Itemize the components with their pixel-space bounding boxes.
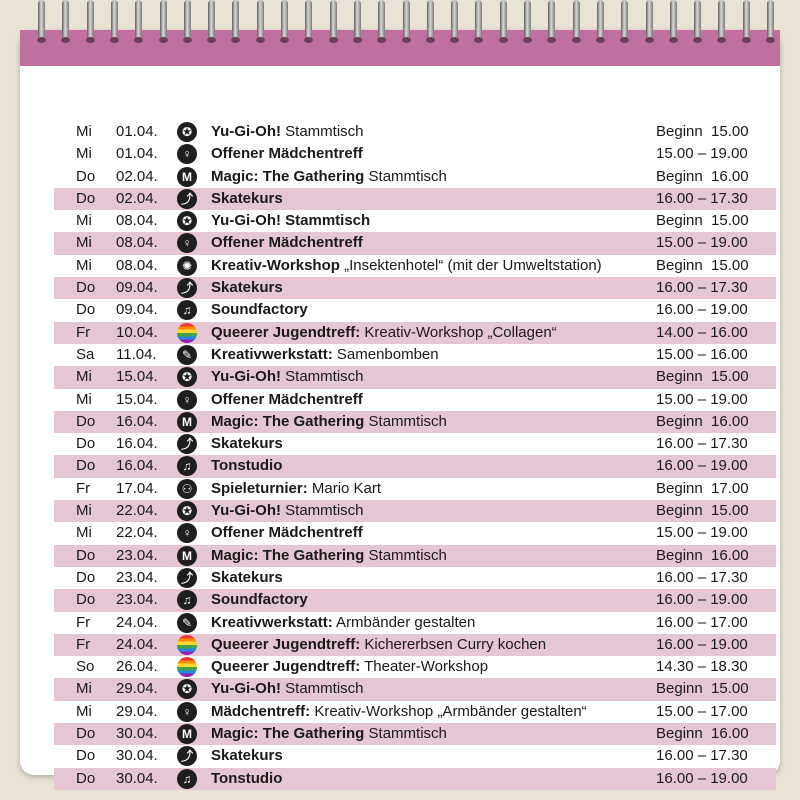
- event-date: 24.04.: [116, 635, 158, 653]
- calendar-page: [20, 30, 780, 787]
- event-date: 17.04.: [116, 479, 158, 497]
- dragon-icon: ✪: [177, 211, 197, 231]
- brush-icon: ✎: [177, 345, 197, 365]
- event-title: [211, 612, 475, 634]
- event-time: Beginn 15.00: [656, 680, 749, 698]
- event-title-bold: Skatekurs: [211, 747, 283, 765]
- event-time: Beginn 17.00: [656, 479, 749, 497]
- event-day: Mi: [76, 502, 92, 520]
- event-day: Do: [76, 435, 96, 453]
- event-title-rest: Stammtisch: [281, 123, 364, 140]
- event-title-rest: Stammtisch: [364, 412, 447, 430]
- event-title-rest: Mario Kart: [307, 479, 382, 497]
- event-title-bold: Skatekurs: [211, 189, 283, 207]
- event-title-bold: Kreativ-Workshop: [211, 256, 340, 274]
- female-symbol-icon: ♀: [177, 390, 197, 410]
- event-time: Beginn 15.00: [656, 502, 749, 520]
- event-title: [211, 210, 370, 232]
- event-time: Beginn 15.00: [656, 256, 749, 274]
- event-title-rest: Kreativ-Workshop „Collagen“: [360, 323, 557, 341]
- event-title-bold: Magic: The Gathering: [211, 412, 365, 430]
- rainbow-icon: [177, 323, 197, 343]
- event-title-rest: Stammtisch: [281, 368, 364, 386]
- event-day: Fr: [76, 635, 91, 653]
- event-time: 16.00 – 17.00: [656, 613, 748, 631]
- event-time: Beginn 16.00: [656, 412, 749, 430]
- event-title-rest: Theater-Workshop: [360, 658, 489, 676]
- event-time: Beginn 16.00: [656, 546, 749, 564]
- event-day: Do: [76, 591, 96, 609]
- hand-music-icon: ♫: [177, 769, 197, 789]
- event-date: 15.04.: [116, 390, 158, 408]
- event-title-rest: Kreativ-Workshop „Armbänder gestalten“: [310, 702, 587, 720]
- event-title: [211, 166, 447, 188]
- event-day: Do: [76, 167, 96, 185]
- event-time: Beginn 15.00: [656, 368, 749, 386]
- event-title: [211, 121, 364, 143]
- event-title-bold: Yu-Gi-Oh! Stammtisch: [211, 212, 371, 230]
- event-time: 16.00 – 19.00: [656, 635, 748, 653]
- event-day: Sa: [76, 345, 95, 363]
- event-date: 09.04.: [116, 279, 158, 297]
- event-row: [54, 121, 776, 143]
- event-time: 15.00 – 19.00: [656, 390, 748, 408]
- skater-icon: ⤴: [177, 278, 197, 298]
- female-symbol-icon: ♀: [177, 144, 197, 164]
- event-title-bold: Offener Mädchentreff: [211, 234, 363, 252]
- event-row: [54, 255, 776, 277]
- event-date: 29.04.: [116, 680, 158, 698]
- event-day: Do: [76, 412, 96, 430]
- dragon-icon: ✪: [177, 122, 197, 142]
- event-date: 01.04.: [116, 145, 158, 163]
- event-title: [211, 344, 439, 366]
- event-time: Beginn 16.00: [656, 725, 749, 743]
- event-title: [211, 567, 283, 589]
- event-date: 08.04.: [116, 234, 158, 252]
- event-date: 22.04.: [116, 524, 158, 542]
- event-title-bold: Spieleturnier:: [211, 479, 308, 497]
- event-title: [211, 366, 364, 388]
- event-title-bold: Skatekurs: [211, 568, 283, 586]
- event-row: [54, 166, 776, 188]
- event-row: [54, 589, 776, 611]
- event-time: 16.00 – 17.30: [656, 568, 748, 586]
- event-row: [54, 322, 776, 344]
- skater-icon: ⤴: [177, 189, 197, 209]
- event-time: 15.00 – 19.00: [656, 234, 748, 252]
- event-day: Do: [76, 457, 96, 475]
- event-title: [211, 634, 546, 656]
- event-time: 16.00 – 17.30: [656, 747, 748, 765]
- event-title: [211, 322, 557, 344]
- skater-icon: ⤴: [177, 746, 197, 766]
- event-title: [211, 277, 283, 299]
- event-day: Mi: [76, 368, 92, 386]
- event-day: Do: [76, 725, 96, 743]
- event-day: Mi: [76, 256, 92, 274]
- event-title-bold: Queerer Jugendtreff:: [211, 323, 361, 341]
- event-time: 15.00 – 19.00: [656, 524, 748, 542]
- event-title: [211, 188, 283, 210]
- event-title-bold: Magic: The Gathering: [211, 546, 365, 564]
- dragon-icon: ✪: [177, 367, 197, 387]
- event-date: 16.04.: [116, 435, 158, 453]
- event-row: [54, 701, 776, 723]
- event-date: 22.04.: [116, 502, 158, 520]
- event-title-bold: Tonstudio: [211, 457, 283, 475]
- event-time: 14.00 – 16.00: [656, 323, 748, 341]
- event-title-bold: Yu-Gi-Oh!: [211, 680, 281, 698]
- event-day: Do: [76, 546, 96, 564]
- event-date: 23.04.: [116, 546, 158, 564]
- event-date: 29.04.: [116, 702, 158, 720]
- event-row: [54, 656, 776, 678]
- event-time: 16.00 – 17.30: [656, 435, 748, 453]
- event-row: [54, 277, 776, 299]
- event-row: [54, 389, 776, 411]
- brush-icon: ✎: [177, 613, 197, 633]
- event-title-bold: Magic: The Gathering: [211, 167, 365, 185]
- event-day: Do: [76, 189, 96, 207]
- event-day: Fr: [76, 613, 91, 631]
- event-row: [54, 478, 776, 500]
- event-row: [54, 411, 776, 433]
- event-day: Do: [76, 769, 96, 787]
- hand-music-icon: ♫: [177, 590, 197, 610]
- magic-m-icon: M: [177, 546, 197, 566]
- event-row: [54, 366, 776, 388]
- event-date: 08.04.: [116, 256, 158, 274]
- event-date: 15.04.: [116, 368, 158, 386]
- rainbow-icon: [177, 657, 197, 677]
- event-title-bold: Soundfactory: [211, 591, 308, 609]
- event-day: Fr: [76, 323, 91, 341]
- event-time: Beginn 16.00: [656, 167, 749, 185]
- event-title-rest: Stammtisch: [281, 680, 364, 698]
- event-title: [211, 723, 447, 745]
- hand-music-icon: ♫: [177, 300, 197, 320]
- event-day: Fr: [76, 479, 91, 497]
- event-title: [211, 701, 587, 723]
- event-title: [211, 745, 283, 767]
- event-day: Mi: [76, 390, 92, 408]
- event-title-rest: Armbänder gestalten: [332, 613, 476, 631]
- calendar-header-bar: [20, 30, 780, 66]
- event-time: 16.00 – 19.00: [656, 301, 748, 319]
- event-title: [211, 411, 447, 433]
- magic-m-icon: M: [177, 412, 197, 432]
- event-day: Mi: [76, 702, 92, 720]
- skater-icon: ⤴: [177, 568, 197, 588]
- event-row: [54, 299, 776, 321]
- skater-icon: ⤴: [177, 434, 197, 454]
- event-title: [211, 299, 308, 321]
- event-time: 14.30 – 18.30: [656, 658, 748, 676]
- event-title: [211, 500, 364, 522]
- magic-m-icon: M: [177, 724, 197, 744]
- event-title-bold: Yu-Gi-Oh!: [211, 502, 281, 520]
- event-day: Mi: [76, 524, 92, 542]
- event-day: Mi: [76, 145, 92, 163]
- hand-music-icon: ♫: [177, 456, 197, 476]
- event-title: [211, 389, 363, 411]
- event-date: 23.04.: [116, 591, 158, 609]
- event-day: So: [76, 658, 95, 676]
- event-title-bold: Skatekurs: [211, 435, 283, 453]
- female-symbol-icon: ♀: [177, 702, 197, 722]
- event-row: [54, 612, 776, 634]
- rainbow-icon: [177, 635, 197, 655]
- event-time: 16.00 – 19.00: [656, 591, 748, 609]
- event-time: 16.00 – 19.00: [656, 769, 748, 787]
- event-title-rest: Stammtisch: [364, 725, 447, 743]
- sun-icon: ✺: [177, 256, 197, 276]
- event-date: 26.04.: [116, 658, 158, 676]
- event-row: [54, 500, 776, 522]
- players-icon: ⚇: [177, 479, 197, 499]
- event-date: 09.04.: [116, 301, 158, 319]
- event-row: [54, 210, 776, 232]
- event-date: 02.04.: [116, 189, 158, 207]
- female-symbol-icon: ♀: [177, 233, 197, 253]
- event-row: [54, 344, 776, 366]
- event-title-bold: Queerer Jugendtreff:: [211, 658, 361, 676]
- event-title-rest: Samenbomben: [332, 345, 439, 363]
- event-title: [211, 768, 282, 790]
- event-title-rest: Stammtisch: [364, 546, 447, 564]
- event-title: [211, 678, 364, 700]
- event-title: [211, 522, 363, 544]
- event-title-bold: Offener Mädchentreff: [211, 145, 363, 163]
- dragon-icon: ✪: [177, 679, 197, 699]
- event-date: 10.04.: [116, 323, 158, 341]
- event-title-bold: Yu-Gi-Oh!: [211, 123, 281, 140]
- event-day: Do: [76, 301, 96, 319]
- event-date: 08.04.: [116, 212, 158, 230]
- event-time: Beginn 15.00: [656, 212, 749, 230]
- event-row: [54, 143, 776, 165]
- event-row: [54, 433, 776, 455]
- event-row: [54, 745, 776, 767]
- event-title-bold: Offener Mädchentreff: [211, 390, 363, 408]
- event-date: 30.04.: [116, 747, 158, 765]
- event-date: 16.04.: [116, 412, 158, 430]
- event-day: Mi: [76, 234, 92, 252]
- event-row: [54, 768, 776, 790]
- event-time: Beginn 15.00: [656, 123, 749, 140]
- event-title-rest: Stammtisch: [281, 502, 364, 520]
- event-row: [54, 522, 776, 544]
- event-row: [54, 723, 776, 745]
- event-title-rest: „Insektenhotel“ (mit der Umweltstation): [339, 256, 602, 274]
- event-date: 24.04.: [116, 613, 158, 631]
- event-row: [54, 567, 776, 589]
- event-time: 16.00 – 17.30: [656, 279, 748, 297]
- magic-m-icon: M: [177, 167, 197, 187]
- event-day: Do: [76, 568, 96, 586]
- event-title-bold: Mädchentreff:: [211, 702, 311, 720]
- event-title-bold: Queerer Jugendtreff:: [211, 635, 361, 653]
- event-title: [211, 545, 447, 567]
- event-title-bold: Yu-Gi-Oh!: [211, 368, 281, 386]
- event-title: [211, 656, 488, 678]
- event-row: [54, 678, 776, 700]
- event-title: [211, 433, 283, 455]
- event-title: [211, 478, 381, 500]
- event-title-bold: Tonstudio: [211, 769, 283, 787]
- dragon-icon: ✪: [177, 501, 197, 521]
- event-title-bold: Skatekurs: [211, 279, 283, 297]
- event-title: [211, 143, 363, 165]
- event-time: 15.00 – 16.00: [656, 345, 748, 363]
- event-title: [211, 232, 363, 254]
- event-title: [211, 255, 602, 277]
- event-time: 16.00 – 17.30: [656, 189, 748, 207]
- event-date: 30.04.: [116, 769, 158, 787]
- event-title-bold: Kreativwerkstatt:: [211, 613, 333, 631]
- event-row: [54, 634, 776, 656]
- event-title: [211, 589, 308, 611]
- event-day: Mi: [76, 680, 92, 698]
- event-title-bold: Soundfactory: [211, 301, 308, 319]
- event-row: [54, 455, 776, 477]
- event-title-rest: Stammtisch: [364, 167, 447, 185]
- event-date: 23.04.: [116, 568, 158, 586]
- event-title-bold: Magic: The Gathering: [211, 725, 365, 743]
- event-day: Do: [76, 747, 96, 765]
- event-row: [54, 232, 776, 254]
- event-date: 16.04.: [116, 457, 158, 475]
- event-title-bold: Kreativwerkstatt:: [211, 345, 333, 363]
- event-day: Do: [76, 279, 96, 297]
- event-date: 11.04.: [116, 345, 157, 363]
- event-title-rest: Kichererbsen Curry kochen: [360, 635, 547, 653]
- event-time: 16.00 – 19.00: [656, 457, 748, 475]
- event-row: [54, 545, 776, 567]
- event-title-bold: Offener Mädchentreff: [211, 524, 363, 542]
- event-list: [54, 121, 776, 790]
- event-time: 15.00 – 19.00: [656, 145, 748, 163]
- event-date: 01.04.: [116, 123, 158, 140]
- event-time: 15.00 – 17.00: [656, 702, 748, 720]
- event-day: Mi: [76, 212, 92, 230]
- event-date: 02.04.: [116, 167, 158, 185]
- event-date: 30.04.: [116, 725, 158, 743]
- female-symbol-icon: ♀: [177, 523, 197, 543]
- event-title: [211, 455, 282, 477]
- event-row: [54, 188, 776, 210]
- event-day: Mi: [76, 123, 92, 140]
